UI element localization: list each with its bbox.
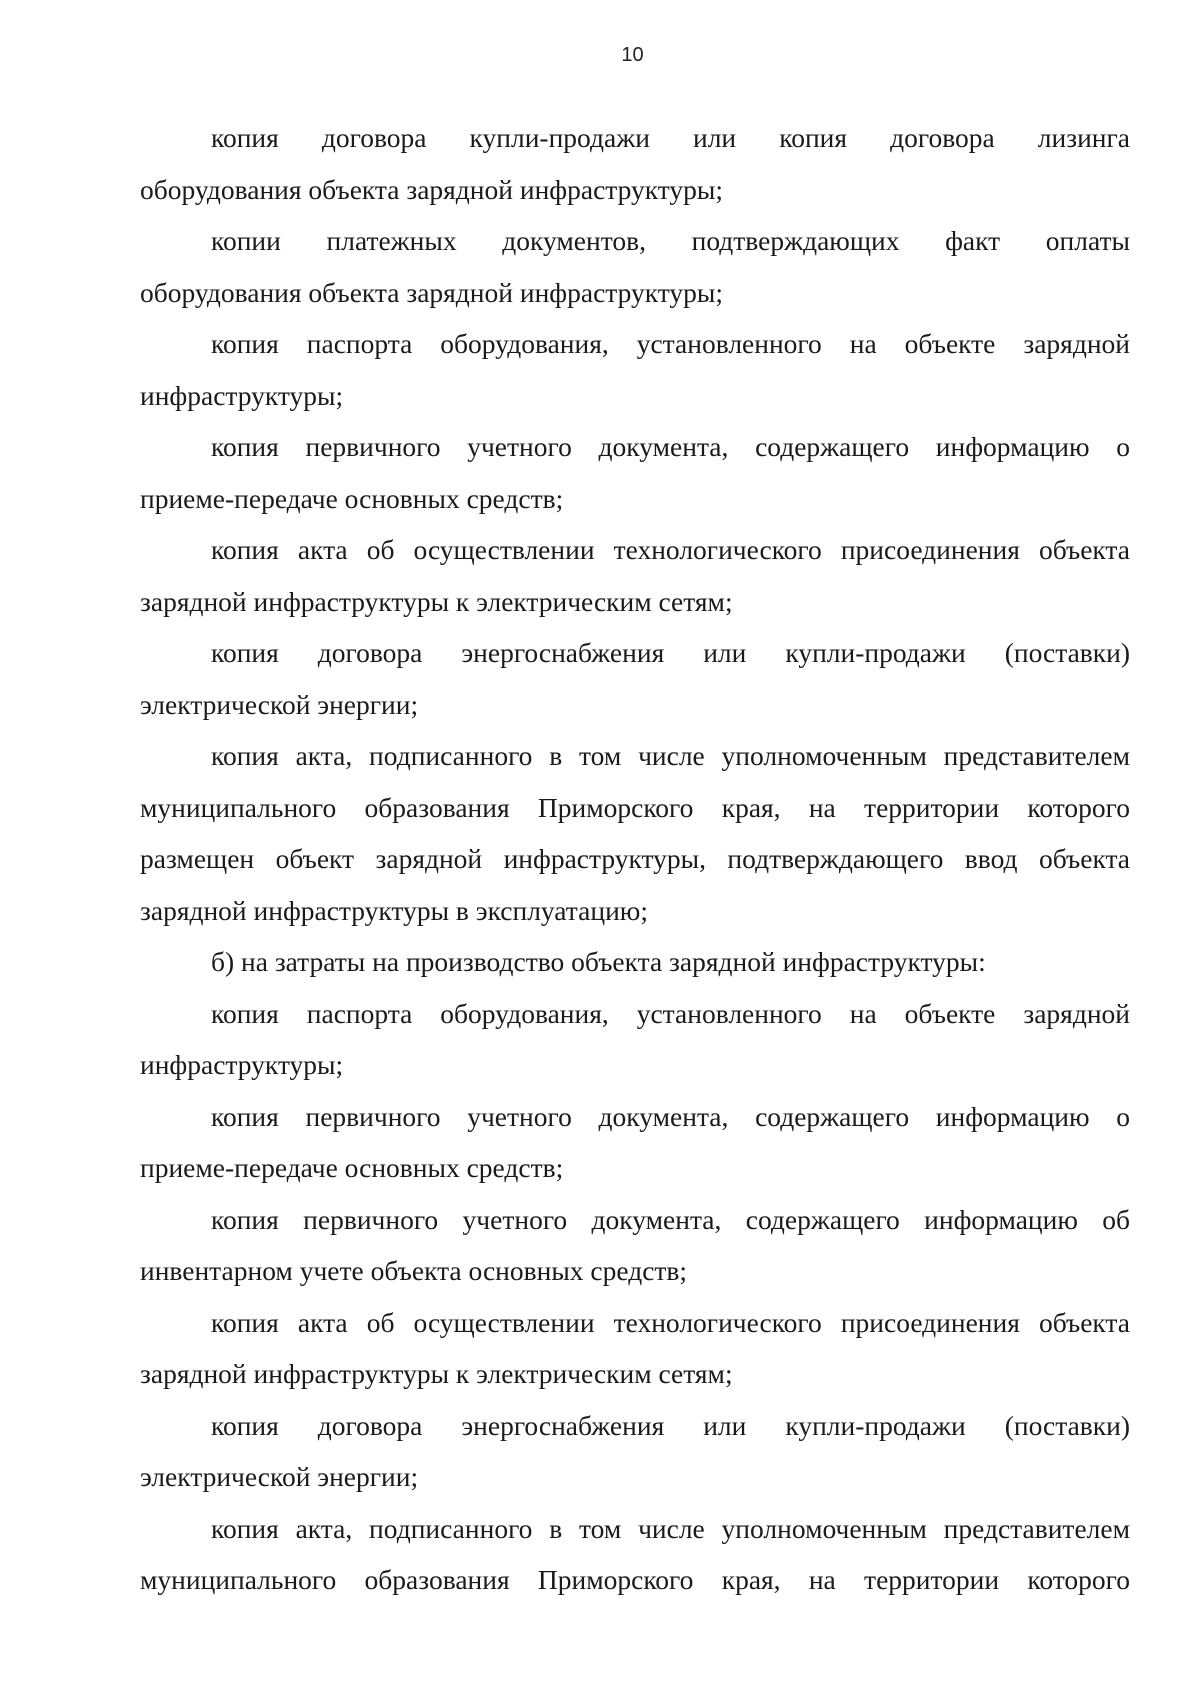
text-line: размещен объект зарядной инфраструктуры, подтверждающего ввод объекта bbox=[140, 843, 1130, 874]
paragraph bbox=[140, 421, 1130, 524]
text-line: электрической энергии; bbox=[140, 688, 419, 720]
text-line: инфраструктуры; bbox=[140, 1049, 344, 1080]
text-line: зарядной инфраструктуры к электрическим сетям; bbox=[140, 585, 733, 617]
paragraph bbox=[140, 524, 1130, 627]
paragraph bbox=[140, 215, 1130, 318]
paragraph bbox=[140, 318, 1130, 421]
paragraph bbox=[140, 1194, 1130, 1297]
paragraph bbox=[140, 1503, 1130, 1606]
text-line: приеме-передаче основных средств; bbox=[140, 1152, 564, 1183]
text-line: оборудования объекта зарядной инфраструктуры; bbox=[140, 276, 724, 308]
text-line: копия договора купли-продажи или копия договора лизинга bbox=[211, 122, 1130, 153]
text-line: электрической энергии; bbox=[140, 1461, 419, 1492]
text-line: копии платежных документов, подтверждающих факт оплаты bbox=[211, 225, 1130, 256]
text-line: муниципального образования Приморского края, на территории которого bbox=[140, 791, 1130, 823]
text-line: б) на затраты на производство объекта зарядной инфраструктуры: bbox=[211, 946, 986, 977]
text-line: копия первичного учетного документа, содержащего информацию об bbox=[211, 1203, 1130, 1235]
text-line: копия акта об осуществлении технологического присоединения объекта bbox=[211, 1306, 1130, 1338]
text-line: зарядной инфраструктуры в эксплуатацию; bbox=[140, 894, 648, 926]
page-number: 10 bbox=[621, 44, 644, 66]
text-line: копия первичного учетного документа, содержащего информацию о bbox=[211, 431, 1130, 462]
text-line: муниципального образования Приморского края, на территории которого bbox=[140, 1564, 1130, 1595]
document-body bbox=[140, 112, 1130, 1606]
text-line: зарядной инфраструктуры к электрическим сетям; bbox=[140, 1358, 733, 1389]
text-line: копия первичного учетного документа, содержащего информацию о bbox=[211, 1100, 1130, 1132]
text-line: инфраструктуры; bbox=[140, 379, 344, 411]
paragraph bbox=[140, 988, 1130, 1091]
paragraph bbox=[140, 1400, 1130, 1503]
text-line: копия паспорта оборудования, установленного на объекте зарядной bbox=[211, 328, 1130, 359]
text-line: копия договора энергоснабжения или купли-продажи (поставки) bbox=[211, 637, 1130, 668]
paragraph bbox=[140, 1091, 1130, 1194]
text-line: копия акта, подписанного в том числе уполномоченным представителем bbox=[211, 740, 1130, 771]
paragraph bbox=[140, 936, 1130, 988]
paragraph bbox=[140, 112, 1130, 215]
text-line: копия паспорта оборудования, установленного на объекте зарядной bbox=[211, 997, 1130, 1029]
text-line: копия акта, подписанного в том числе уполномоченным представителем bbox=[211, 1512, 1130, 1544]
text-line: приеме-передаче основных средств; bbox=[140, 482, 564, 514]
paragraph bbox=[140, 730, 1130, 936]
text-line: инвентарном учете объекта основных средств; bbox=[140, 1255, 688, 1286]
text-line: оборудования объекта зарядной инфраструктуры; bbox=[140, 173, 724, 205]
paragraph bbox=[140, 1297, 1130, 1400]
paragraph bbox=[140, 627, 1130, 730]
text-line: копия договора энергоснабжения или купли-продажи (поставки) bbox=[211, 1409, 1130, 1441]
text-line: копия акта об осуществлении технологического присоединения объекта bbox=[211, 534, 1130, 565]
